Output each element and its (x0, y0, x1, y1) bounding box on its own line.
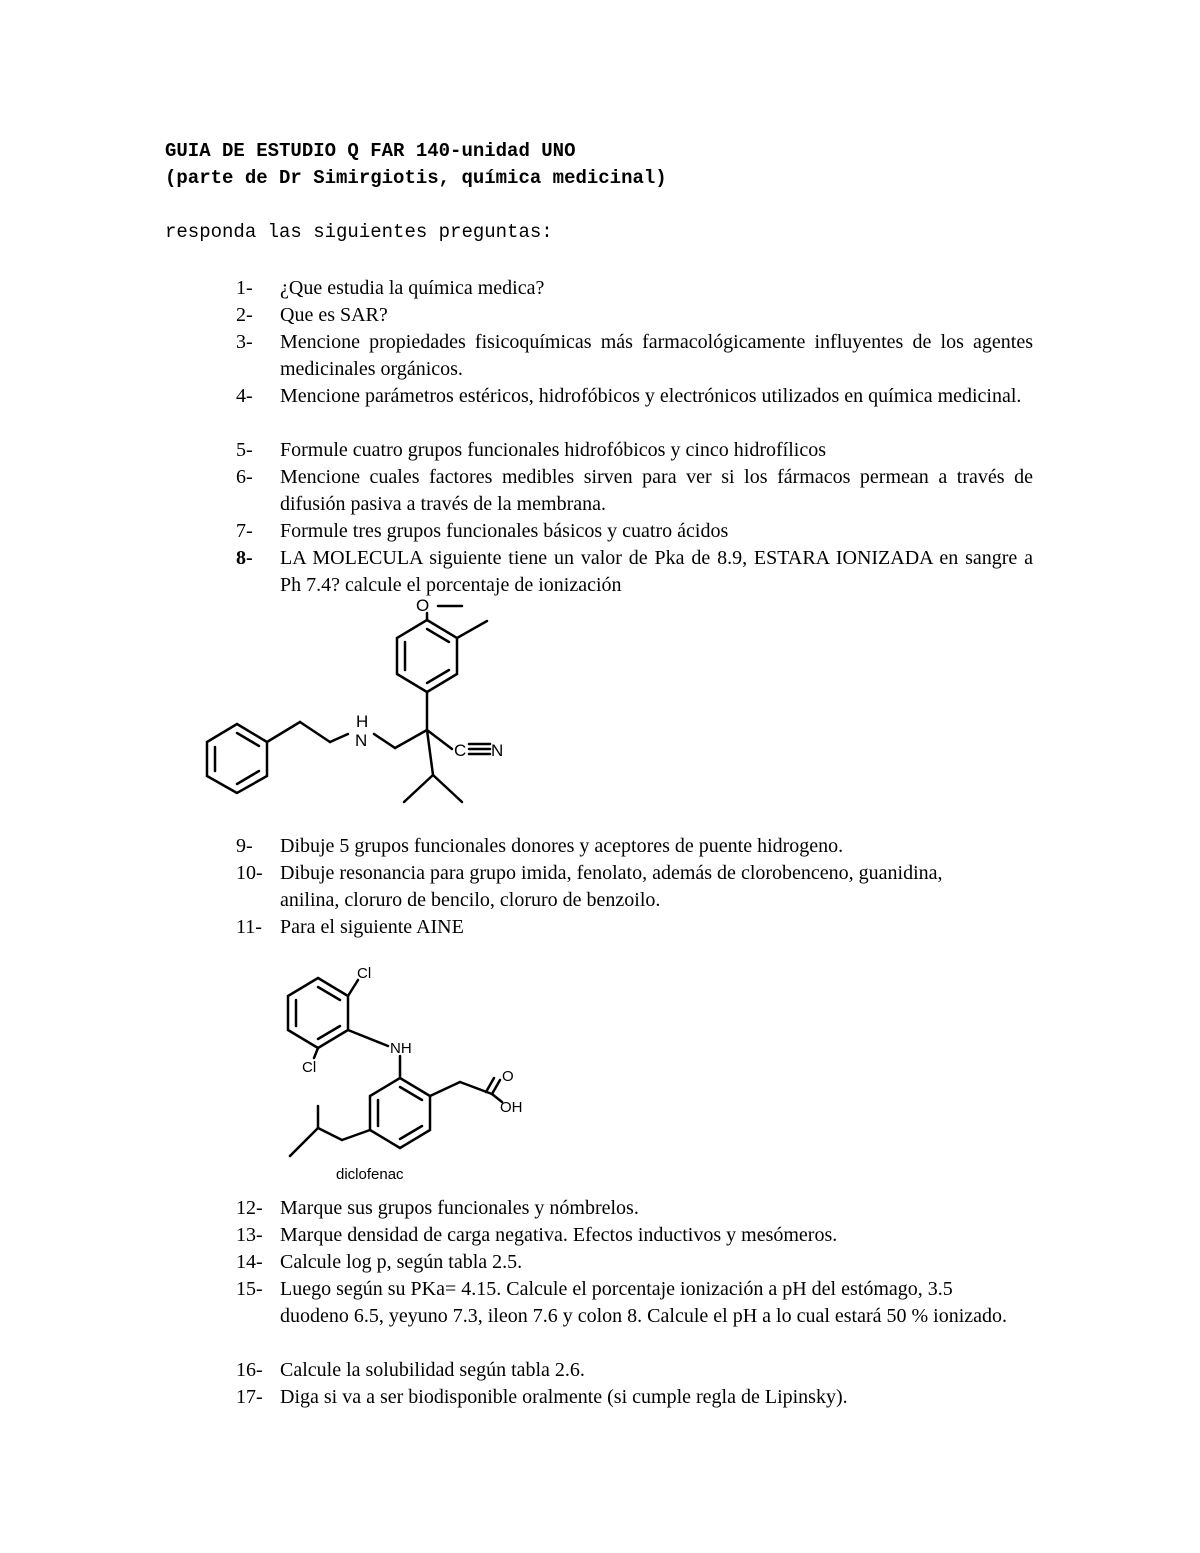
question-text: LA MOLECULA siguiente tiene un valor de Pka de 8.9, ESTARA IONIZADA en sangre a Ph 7.4? calcule el porcentaje de ionización (280, 547, 1033, 596)
atom-label-n: N (355, 731, 368, 750)
atom-label-o: O (416, 596, 430, 615)
question-text: Mencione propiedades fisicoquímicas más farmacológicamente influyentes de los agentes medicinales orgánicos. (280, 331, 1033, 380)
question-item (236, 329, 1033, 383)
question-text: Que es SAR? (280, 304, 388, 326)
question-number: 2- (236, 304, 253, 326)
question-text: Calcule la solubilidad según tabla 2.6. (280, 1359, 585, 1381)
question-item (236, 275, 1033, 302)
question-number: 1- (236, 277, 253, 299)
atom-label-cl-bottom: Cl (302, 1059, 317, 1076)
question-item (236, 833, 1033, 860)
question-number: 7- (236, 520, 253, 542)
question-item (236, 518, 1033, 545)
question-number: 4- (236, 385, 253, 407)
question-item (236, 860, 996, 914)
question-item (236, 1384, 1033, 1411)
question-number: 10- (236, 862, 263, 884)
diclofenac-structure (270, 960, 550, 1190)
question-number: 3- (236, 331, 253, 353)
question-number: 16- (236, 1359, 263, 1381)
atom-label-c: C (454, 741, 467, 760)
question-text: Formule tres grupos funcionales básicos y cuatro ácidos (280, 520, 729, 542)
question-text: Para el siguiente AINE (280, 916, 464, 938)
question-text: Mencione parámetros estéricos, hidrofóbicos y electrónicos utilizados en química medicinal. (280, 385, 1022, 407)
question-number: 8- (236, 547, 253, 569)
question-text: Dibuje resonancia para grupo imida, fenolato, además de clorobenceno, guanidina, anilina, cloruro de bencilo, cloruro de benzoilo. (280, 862, 943, 911)
molecule-caption: diclofenac (336, 1166, 404, 1183)
question-number: 9- (236, 835, 253, 857)
page-subtitle: (parte de Dr Simirgiotis, química medicinal) (165, 167, 667, 189)
question-item (236, 464, 1033, 518)
question-text: Marque densidad de carga negativa. Efectos inductivos y mesómeros. (280, 1224, 838, 1246)
question-number: 12- (236, 1197, 263, 1219)
question-item (236, 383, 1033, 410)
atom-label-carbonyl-o: O (502, 1068, 514, 1085)
question-text: Dibuje 5 grupos funcionales donores y aceptores de puente hidrogeno. (280, 835, 844, 857)
question-item (236, 1276, 1026, 1330)
molecule-structure-q8 (190, 590, 520, 820)
question-text: Luego según su PKa= 4.15. Calcule el porcentaje ionización a pH del estómago, 3.5 duodeno 6.5, yeyuno 7.3, ileon 7.6 y colon 8. Calcule el pH a lo cual estará 50 % ionizado. (280, 1278, 1008, 1327)
question-number: 17- (236, 1386, 263, 1408)
atom-label-oh: OH (500, 1099, 523, 1116)
atom-label-cl-top: Cl (357, 965, 372, 982)
question-text: Formule cuatro grupos funcionales hidrofóbicos y cinco hidrofílicos (280, 439, 826, 461)
question-text: Marque sus grupos funcionales y nómbrelos. (280, 1197, 639, 1219)
atom-label-nh: NH (390, 1040, 412, 1057)
question-item (236, 1357, 1033, 1384)
question-item (236, 1222, 1033, 1249)
atom-label-h: H (356, 712, 369, 731)
question-item (236, 1249, 1033, 1276)
question-number: 6- (236, 466, 253, 488)
question-text: Calcule log p, según tabla 2.5. (280, 1251, 523, 1273)
question-item (236, 302, 1033, 329)
question-number: 11- (236, 916, 262, 938)
question-text: Mencione cuales factores medibles sirven para ver si los fármacos permean a través de difusión pasiva a través de la membrana. (280, 466, 1033, 515)
intro-text: responda las siguientes preguntas: (165, 221, 553, 243)
question-item (236, 437, 1033, 464)
question-number: 5- (236, 439, 253, 461)
question-item (236, 1195, 1033, 1222)
question-text: Diga si va a ser biodisponible oralmente (si cumple regla de Lipinsky). (280, 1386, 848, 1408)
atom-label-nitrile-n: N (491, 741, 504, 760)
question-number: 14- (236, 1251, 263, 1273)
question-number: 15- (236, 1278, 263, 1300)
question-text: ¿Que estudia la química medica? (280, 277, 545, 299)
page-title: GUIA DE ESTUDIO Q FAR 140-unidad UNO (165, 140, 576, 162)
question-item (236, 914, 1033, 941)
question-number: 13- (236, 1224, 263, 1246)
